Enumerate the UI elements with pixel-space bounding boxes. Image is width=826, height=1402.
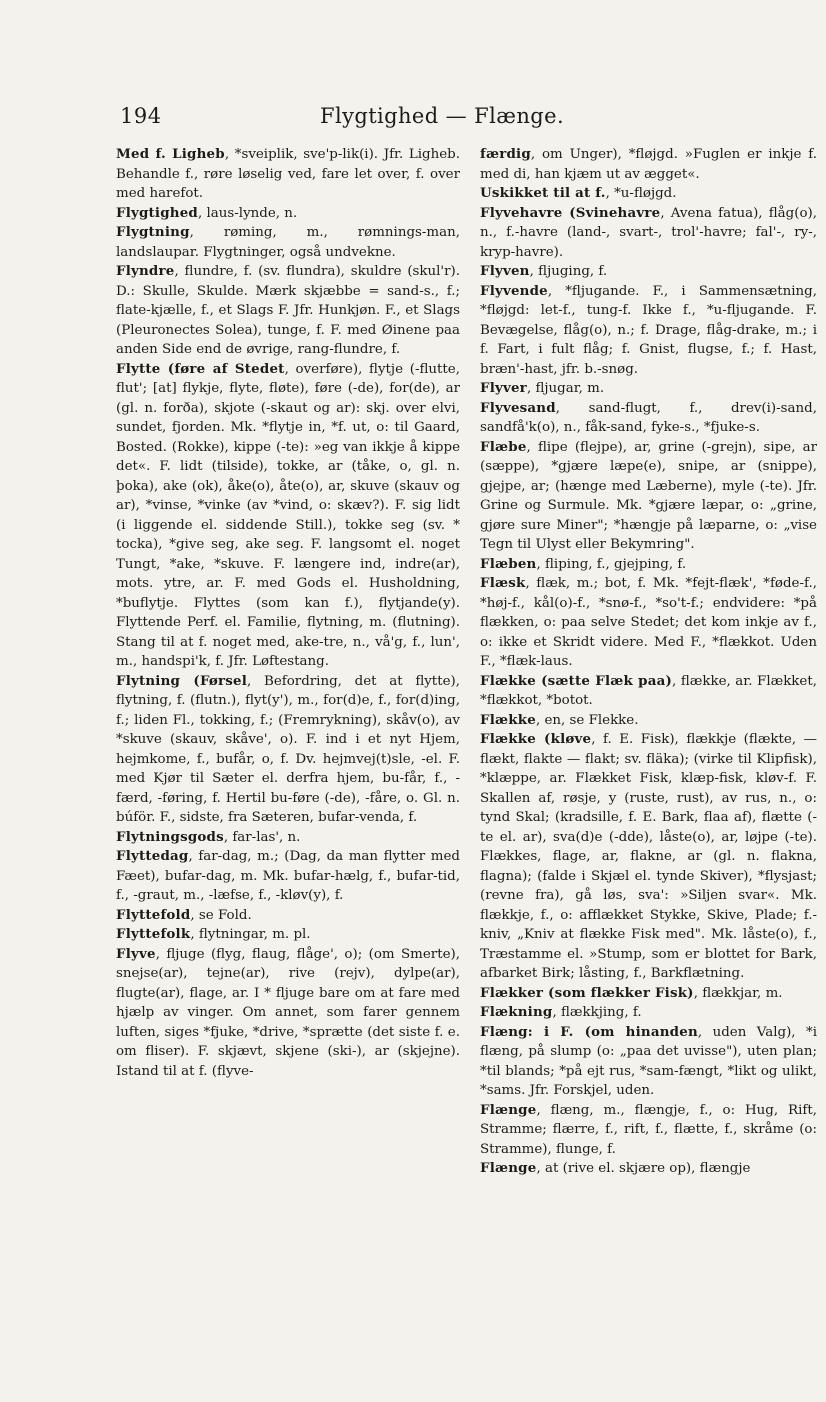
page-header [120, 100, 760, 130]
dictionary-entry: Flække (sætte Flæk paa), flække, ar. Flækket, *flækkot, *botot. [480, 672, 817, 708]
headword: Flyven [480, 263, 530, 279]
headword: Flyvende [480, 282, 548, 299]
headword: Flæbe [480, 438, 527, 455]
dictionary-entry: Flyve, fljuge (flyg, flaug, flåge', o); (om Smerte), snejse(ar), tejne(ar), rive (rejv), dylpe(ar), flugte(ar), flage, ar. I * fljuge bare om at fare med hjælp av vinger. Om annet, som farer gennem luften, siges *fjuke, *drive, *sprætte (det siste f. e. om fliser). F. skjævt, skjene (ski-), ar (skjejne). Istand til at f. (flyve- [116, 945, 460, 1079]
headword: Flæng: i F. (om hinanden [480, 1023, 698, 1040]
headword: Flænge [480, 1160, 537, 1176]
page-number: 194 [120, 104, 162, 128]
headword: Flytning (Førsel [116, 672, 248, 689]
headword: Flyttefold [116, 906, 191, 923]
dictionary-entry: Flække, en, se Flekke. [480, 711, 639, 728]
dictionary-entry: Flyvesand, sand-flugt, f., drev(i)-sand, sandfå'k(o), n., fåk-sand, fyke-s., *fjuke-s. [480, 399, 817, 435]
dictionary-entry: Flæng: i F. (om hinanden, uden Valg), *i flæng, på slump (o: „paa det uvisse"), uten plan; *til blands; *på ejt rus, *sam-fængt, *likt og ulikt, *sams. Jfr. Forskjel, uden. [480, 1023, 817, 1098]
headword: færdig [480, 146, 531, 162]
dictionary-entry: Flytning (Førsel, Befordring, det at flytte), flytning, f. (flutn.), flyt(y'), m., for(d)e, f., for(d)ing, f.; liden Fl., tokking, f.; (Fremrykning), skåv(o), av *skuve (skauv, skåve', o). F. ind i et nyt Hjem, hejmkome, f., bufår, o, f. Dv. hejmvej(t)sle, -el. F. med Kjør til Sæter el. derfra hjem, bu-får, f., -færd, -føring, f. Hertil bu-føre (-de), -fåre, o. Gl. n. búför. F., sidste, fra Sæteren, bufar-venda, f. [116, 672, 460, 825]
headword: Flæsk [480, 575, 526, 591]
headword: Flæben [480, 555, 537, 572]
dictionary-entry: Flyvehavre (Svinehavre, Avena fatua), flåg(o), n., f.-havre (land-, svart-, trol'-havre; fal'-, ry-, kryp-havre). [480, 204, 817, 260]
dictionary-entry: Flyndre, flundre, f. (sv. flundra), skuldre (skul'r). D.: Skulle, Skulde. Mærk skjæbbe = sand-s., f.; flate-kjælle, f., et Slags F. Jfr. Hunkjøn. F., et Slags (Pleuronectes Solea), tunge, f. F. med Øinene paa anden Side end de øvrige, rang-flundre, f. [116, 263, 460, 357]
headword: Flække (sætte Flæk paa) [480, 672, 673, 689]
dictionary-entry: Flænge, at (rive el. skjære op), flængje [480, 1160, 751, 1176]
dictionary-entry: Flygtning, røming, m., rømnings-man, landslaupar. Flygtninger, også undvekne. [116, 224, 460, 260]
dictionary-entry: Uskikket til at f., *u-fløjgd. [480, 185, 677, 201]
headword: Flækker (som flækker Fisk) [480, 984, 694, 1001]
headword: Flænge [480, 1101, 537, 1118]
dictionary-entry: Flæben, fliping, f., gjejping, f. [480, 555, 687, 572]
dictionary-entry: Flyttedag, far-dag, m.; (Dag, da man flytter med Fæet), bufar-dag, m. Mk. bufar-hælg, f., bufar-tid, f., -graut, m., -læfse, f., -kløv(y), f. [116, 848, 460, 903]
headword: Flygtighed [116, 204, 198, 221]
right-column [480, 145, 817, 1270]
headword: Uskikket til at f. [480, 185, 606, 201]
dictionary-entry: Flytte (føre af Stedet, overføre), flytje (-flutte, flut'; [at] flykje, flyte, fløte), føre (-de), for(de), ar (gl. n. forða), skjote (-skaut og ar): skj. over elvi, sundet, fjorden. Mk. *flytje in, *f. ut, o: til Gaard, Bosted. (Rokke), kippe (-te): »eg van ikkje å kippe det«. F. lidt (tilside), tokke, ar (tåke, o, gl. n. þoka), ake (ok), åke(o), åte(o), ar, skuve (skauv og ar), *vinse, *vinke (av *vind, o: skæv?). F. sig lidt (i liggende el. siddende Still.), tokke seg (sv. * tocka), *give seg, ake seg. F. langsomt el. noget Tungt, *ake, *skuve. F. længere ind, indre(ar), mots. ytre, ar. F. med Gods el. Husholdning, *buflytje. Flyttes (som kan f.), flytjande(y). Flyttende Perf. el. Familie, flytning, m. (flutning). Stang til at f. noget med, ake-tre, n., vå'g, f., lun', m., handspi'k, f. Jfr. Løftestang. [116, 360, 460, 669]
dictionary-entry: Flænge, flæng, m., flængje, f., o: Hug, Rift, Stramme; flærre, f., rift, f., flætte, f., skråme (o: Stramme), flunge, f. [480, 1101, 817, 1157]
headword: Flække (kløve [480, 731, 592, 747]
headword: Flækning [480, 1004, 553, 1020]
dictionary-entry: Flækning, flækkjing, f. [480, 1004, 642, 1020]
dictionary-entry: færdig, om Unger), *fløjgd. »Fuglen er inkje f. med di, han kjæm ut av ægget«. [480, 146, 817, 182]
dictionary-entry: Flæsk, flæk, m.; bot, f. Mk. *fejt-flæk', *føde-f., *høj-f., kål(o)-f., *snø-f., *so't-f.; endvidere: *på flækken, o: paa selve Stedet; det kom inkje av f., o: ikke et Skridt videre. Med F., *flækkot. Uden F., *flæk-laus. [480, 575, 817, 669]
headword: Flyvehavre (Svinehavre [480, 204, 661, 221]
dictionary-entry: Flyttefolk, flytningar, m. pl. [116, 926, 311, 942]
dictionary-entry: Flyver, fljugar, m. [480, 380, 605, 396]
dictionary-entry: Flytningsgods, far-las', n. [116, 828, 301, 845]
running-head: Flygtighed — Flænge. [320, 104, 565, 128]
headword: Flygtning [116, 224, 190, 240]
headword: Flyttedag [116, 848, 189, 864]
dictionary-entry: Flyven, fljuging, f. [480, 263, 608, 279]
left-column [116, 145, 460, 1270]
headword: Flytningsgods [116, 828, 224, 845]
headword: Flyver [480, 380, 527, 396]
dictionary-entry: Med f. Ligheb, *sveiplik, sve'p-lik(i). Jfr. Ligheb. Behandle f., røre løselig ved, fare let over, f. over med harefot. [116, 146, 460, 201]
headword: Flyttefolk [116, 926, 191, 942]
headword: Med f. Ligheb [116, 146, 225, 162]
dictionary-entry: Flækker (som flækker Fisk), flækkjar, m. [480, 984, 783, 1001]
headword: Flyndre [116, 263, 175, 279]
headword: Flyve [116, 945, 156, 962]
dictionary-entry: Flække (kløve, f. E. Fisk), flækkje (flækte, — flækt, flakte — flakt; sv. fläka); (virke til Klipfisk), *klæppe, ar. Flækket Fisk, klæp-fisk, kløv-f. F. Skallen af, røsje, y (ruste, rust), av rus, n., o: tynd Skal; (kradsille, f. E. Bark, flaa af), flætte (-te el. ar), sva(d)e (-dde), låste(o), ar, løjpe (-te). Flækkes, flage, ar, flakne, ar (gl. n. flakna, flagna); (falde i Skjæl el. tynde Skiver), *flysjast; (revne fra), gå løs, sva': »Siljen svar«. Mk. flækkje, f., o: afflækket Stykke, Skive, Plade; f.-kniv, „Kniv at flække Fisk med". Mk. låste(o), f., Træstamme el. »Stump, som er blottet for Bark, afbarket Birk; låsting, f., Barkflætning. [480, 731, 817, 981]
dictionary-entry: Flyvende, *fljugande. F., i Sammensætning, *fløjgd: let-f., tung-f. Ikke f., *u-fljugande. F. Bevægelse, flåg(o), n.; f. Drage, flåg-drake, m.; i f. Fart, i fult flåg; f. Gnist, flugse, f.; f. Hast, bræn'-hast, jfr. b.-snøg. [480, 282, 817, 377]
headword: Flyvesand [480, 399, 556, 416]
dictionary-entry: Flæbe, flipe (flejpe), ar, grine (-grejn), sipe, ar (sæppe), *gjære læpe(e), snipe, ar (snippe), gjejpe, ar; (hænge med Læberne), myle (-te). Jfr. Grine og Surmule. Mk. *gjære læpar, o: „grine, gjøre sure Miner"; *hængje på læparne, o: „vise Tegn til Ulyst eller Bekymring". [480, 438, 817, 552]
headword: Flytte (føre af Stedet [116, 360, 285, 377]
dictionary-entry: Flyttefold, se Fold. [116, 906, 252, 923]
headword: Flække [480, 711, 536, 728]
dictionary-entry: Flygtighed, laus-lynde, n. [116, 204, 298, 221]
